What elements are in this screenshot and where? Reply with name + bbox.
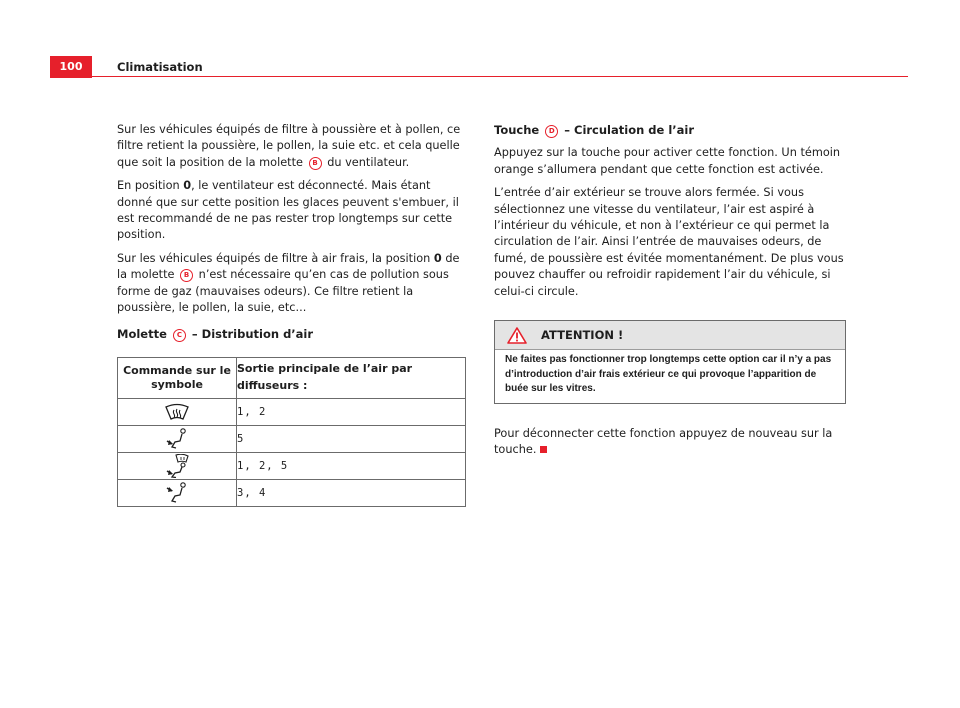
table-row: [118, 425, 466, 452]
warning-header: [495, 321, 845, 350]
table-row: [118, 398, 466, 425]
warning-box: [494, 320, 846, 404]
airflow-defrost-feet-icon: [164, 454, 190, 478]
airflow-feet-icon: [164, 428, 190, 450]
callout-badge-d: D: [545, 125, 558, 138]
callout-badge-b: B: [180, 269, 193, 282]
outlets-value: 1, 2: [237, 398, 466, 425]
callout-badge-c: C: [173, 329, 186, 342]
left-column: [117, 122, 469, 507]
header-outlets: Sortie principale de l’air par diffuseurs :: [237, 357, 466, 398]
section-title: Climatisation: [117, 60, 203, 74]
right-column: [494, 122, 846, 465]
air-distribution-table: [117, 357, 466, 507]
warning-triangle-icon: [507, 327, 527, 344]
subhead-air-circulation: Touche D – Circulation de l’air: [494, 123, 695, 137]
paragraph-recirculation: L’entrée d’air extérieur se trouve alors fermée. Si vous sélectionnez une vitesse du ventilateur, l’air est aspiré à l’intérieur du véhicule, et non à l’extérieur ce qui permet la circulation de l’air. Ainsi l’entrée de mauvaises odeurs, de fumé, de poussière est évitée momentanément. De plus vous pouvez chauffer ou refroidir rapidement l’air du véhicule, si celui-ci circule.: [494, 186, 844, 298]
end-of-section-marker: [540, 446, 547, 453]
table-row: [118, 452, 466, 479]
header-rule: [50, 76, 908, 77]
paragraph-deactivate: Pour déconnecter cette fonction appuyez de nouveau sur la touche.: [494, 426, 833, 456]
outlets-value: 1, 2, 5: [237, 452, 466, 479]
table-row: [118, 479, 466, 506]
header-symbol: Commande sur le symbole: [118, 357, 237, 398]
subhead-air-distribution: Molette C – Distribution d’air: [117, 327, 314, 342]
outlets-value: 3, 4: [237, 479, 466, 506]
page-number: 100: [50, 56, 92, 78]
windshield-defrost-icon: [164, 403, 190, 421]
paragraph-activate: Appuyez sur la touche pour activer cette fonction. Un témoin orange s’allumera pendant que cette fonction est activée.: [494, 146, 841, 176]
callout-badge-b: B: [309, 157, 322, 170]
outlets-value: 5: [237, 425, 466, 452]
table-header-row: [118, 357, 466, 398]
warning-text: Ne faites pas fonctionner trop longtemps cette option car il n’y a pas d’introduction d’air frais extérieur ce qui provoque l’apparition de buée sur les vitres.: [505, 354, 832, 395]
paragraph-position-zero: En position 0, le ventilateur est déconnecté. Mais étant donné que sur cette position les glaces peuvent s'embuer, il est recommandé de ne pas rester trop longtemps sur cette position.: [117, 179, 459, 242]
paragraph-fresh-air-filter: Sur les véhicules équipés de filtre à air frais, la position 0 de la molette B n’est nécessaire qu’en cas de pollution sous forme de gaz (mauvaises odeurs). Ce filtre retient la poussière, le pollen, la suie, etc...: [117, 251, 460, 315]
paragraph-dust-filter: Sur les véhicules équipés de filtre à poussière et à pollen, ce filtre retient la poussière, le pollen, la suie etc. et cela quelle que soit la position de la molette B du ventilateur.: [117, 123, 461, 169]
warning-title: ATTENTION !: [541, 327, 624, 342]
airflow-upper-body-icon: [164, 482, 190, 504]
